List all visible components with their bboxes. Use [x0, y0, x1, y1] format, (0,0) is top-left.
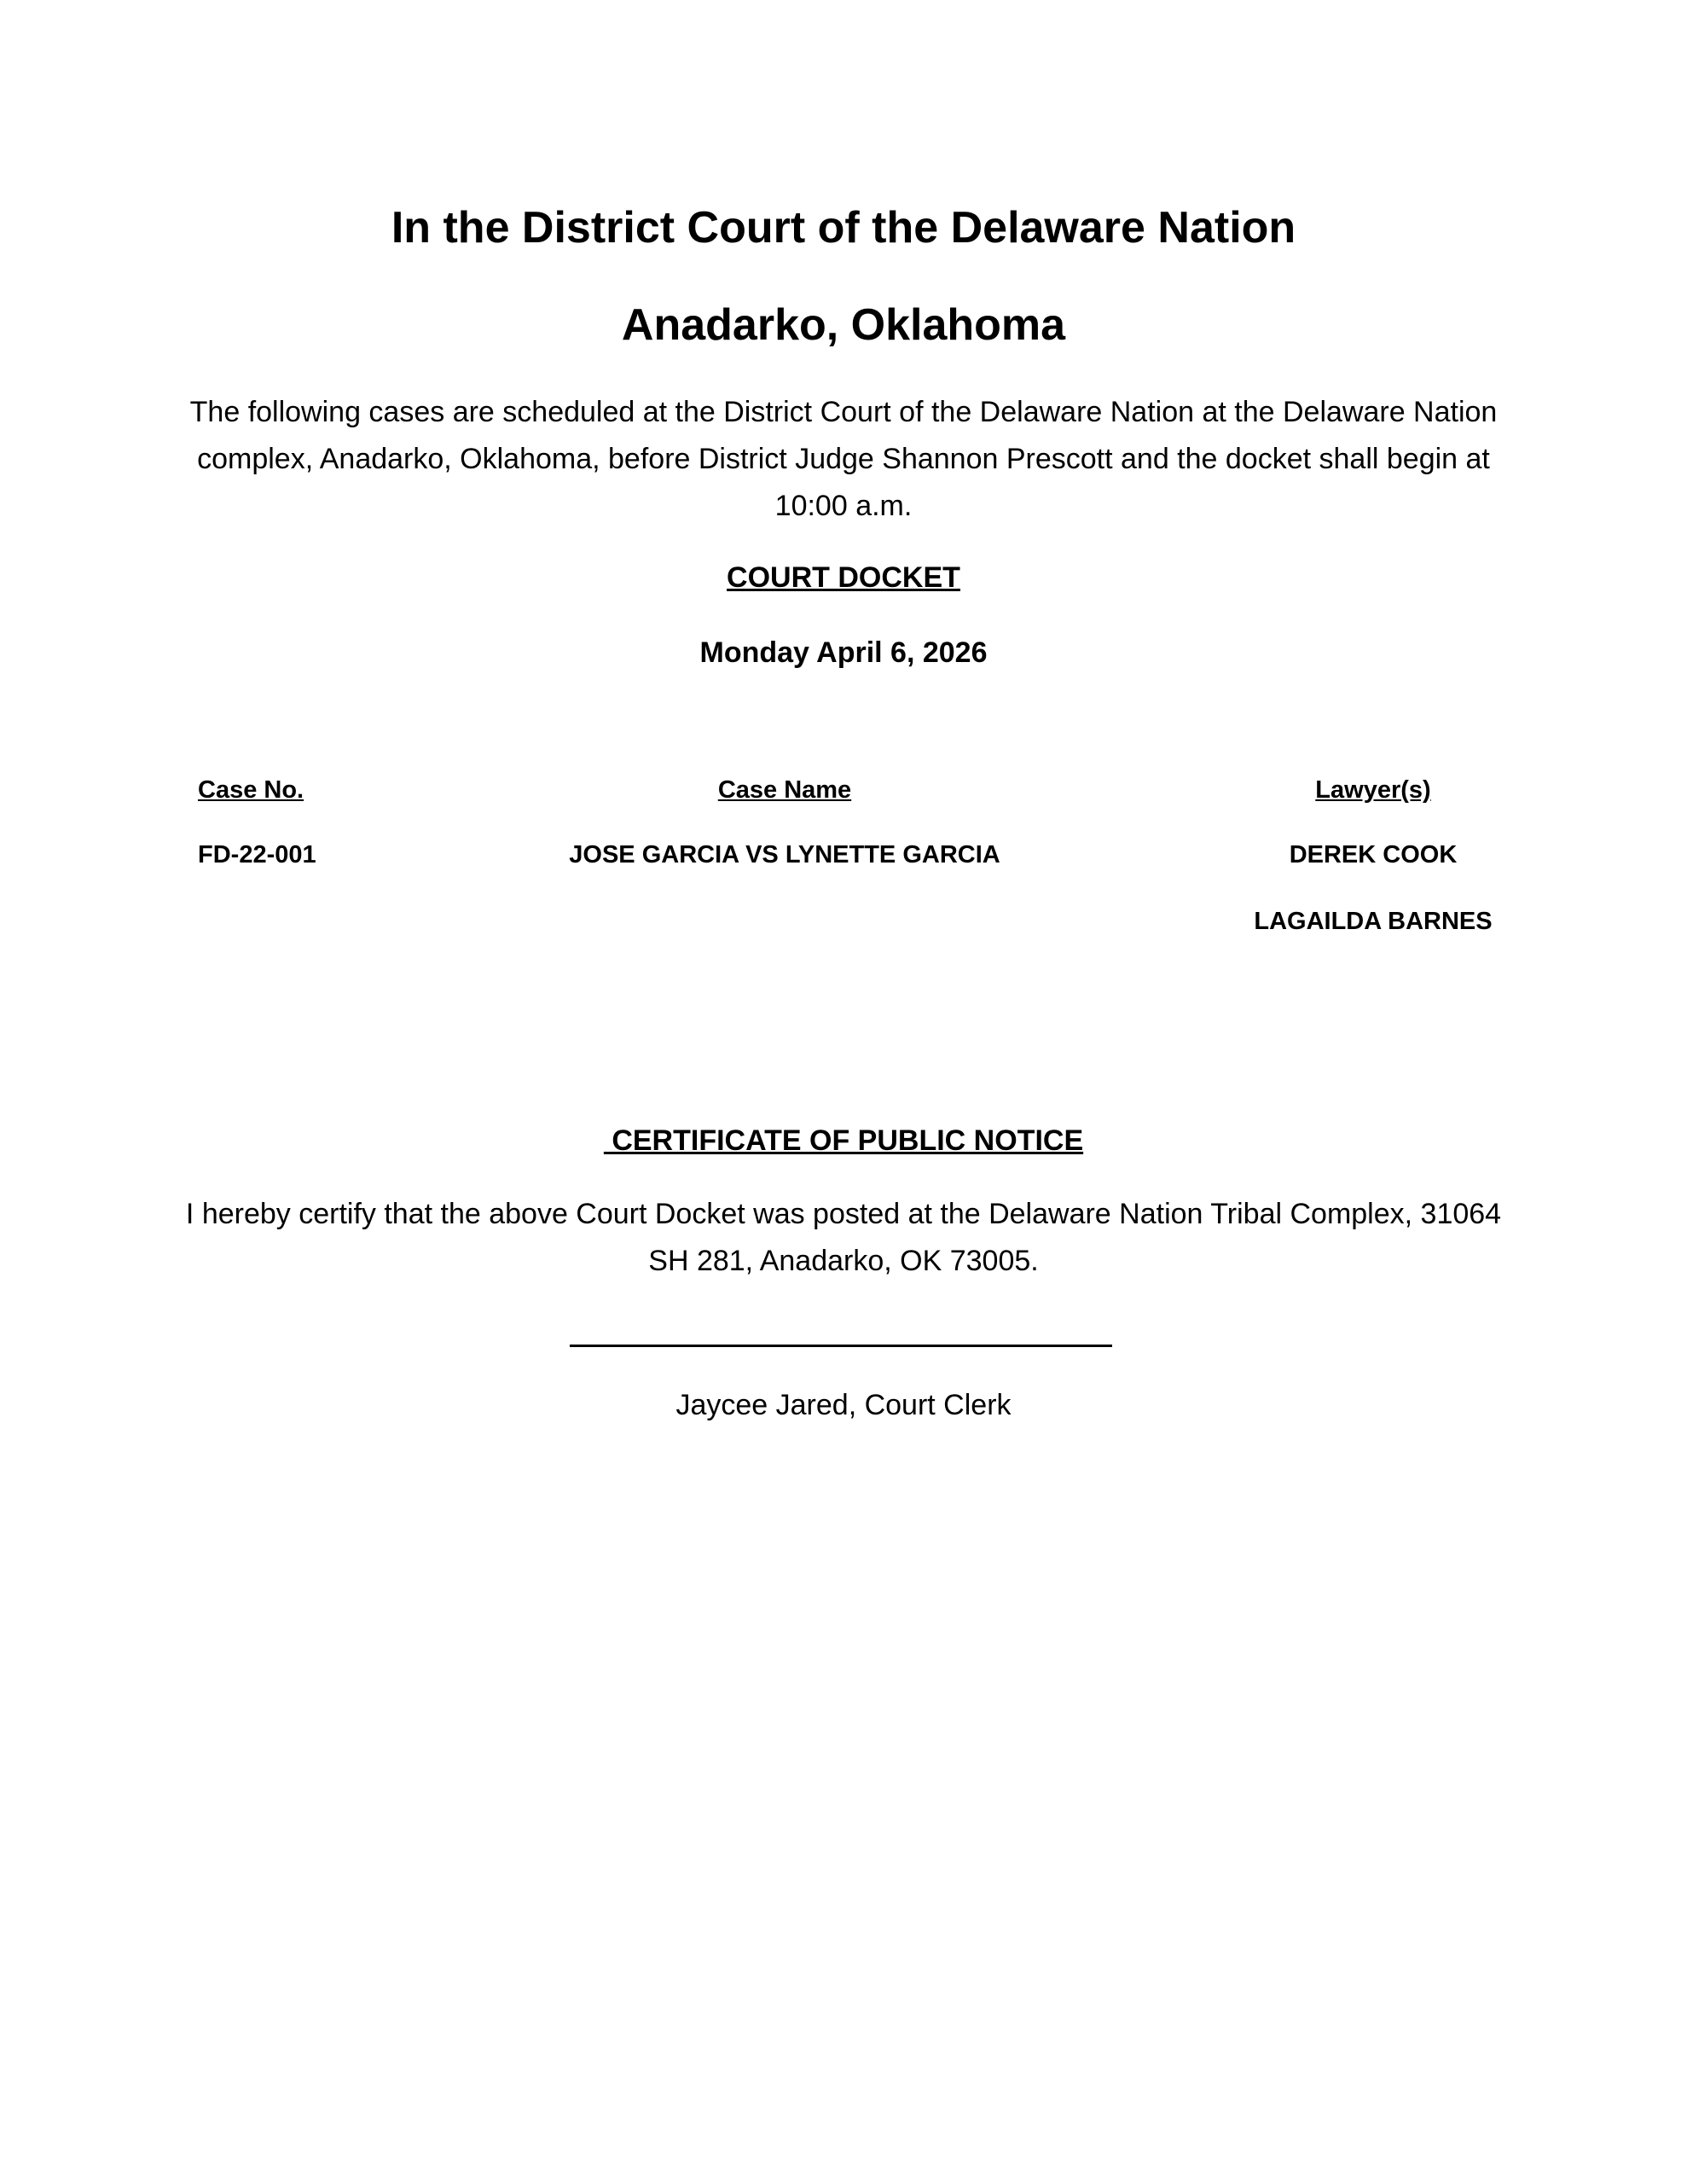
lawyer-name: DEREK COOK: [1289, 841, 1458, 868]
lawyer-name: LAGAILDA BARNES: [1254, 908, 1493, 935]
court-location: Anadarko, Oklahoma: [621, 300, 1066, 350]
intro-paragraph: The following cases are scheduled at the District Court of the Delaware Nation at the Delaware Nation complex, Anadarko, Oklahoma, before District Judge Shannon Prescott and the docket shall begin at 10:00 a.m.: [189, 396, 1498, 522]
court-title: In the District Court of the Delaware Nation: [391, 203, 1296, 253]
docket-title: COURT DOCKET: [727, 561, 960, 594]
clerk-signature-name: Jaycee Jared, Court Clerk: [675, 1389, 1012, 1421]
case-name: JOSE GARCIA VS LYNETTE GARCIA: [569, 841, 1000, 868]
case-number: FD-22-001: [198, 841, 316, 868]
column-header-case-name: Case Name: [717, 776, 852, 804]
column-header-lawyers: Lawyer(s): [1315, 776, 1431, 804]
signature-line: [570, 1345, 1112, 1347]
certificate-body: I hereby certify that the above Court Docket was posted at the Delaware Nation Tribal Complex, 31064 SH 281, Anadarko, OK 73005.: [185, 1198, 1502, 1277]
docket-date: Monday April 6, 2026: [699, 636, 988, 669]
column-header-case-no: Case No.: [198, 776, 304, 804]
certificate-title: CERTIFICATE OF PUBLIC NOTICE: [603, 1124, 1084, 1157]
